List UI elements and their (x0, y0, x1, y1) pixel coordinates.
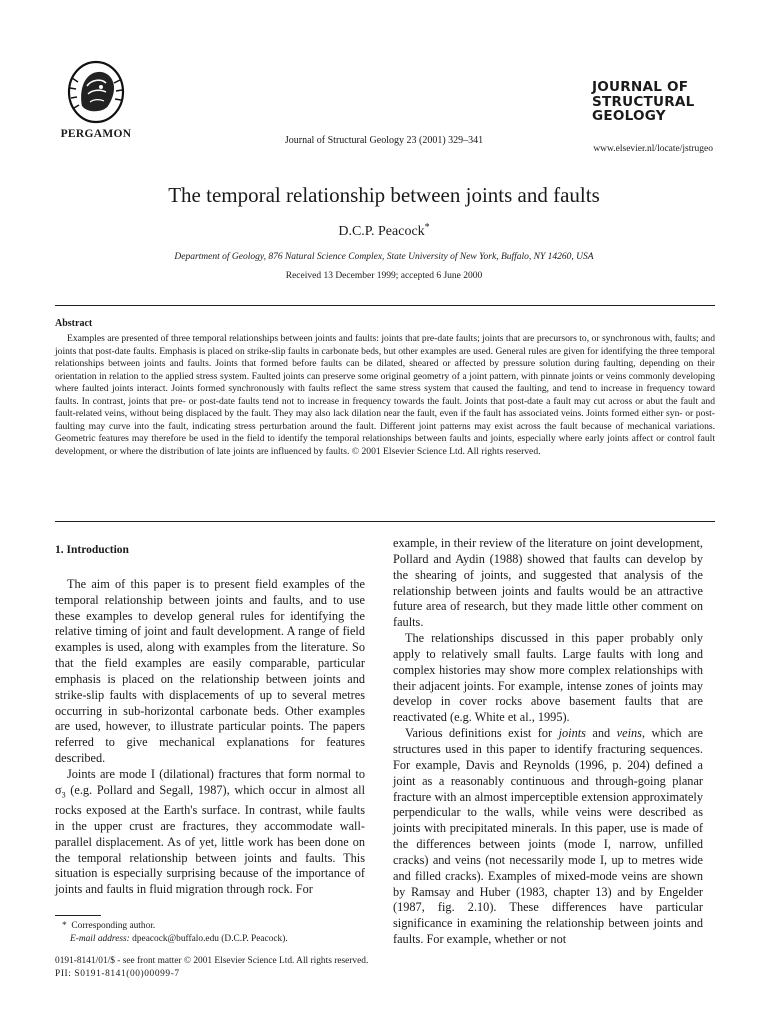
paragraph-text: , which are structures used in this paper to identify fracturing sequences. For example, Davis and Reynolds (1996, p. 204) defined a joint as a reasonably continuous and through-going planar fracture with an almost imperceptible extension approximately perpendicular to the walls, while veins were described as joints with precipitated minerals. In this paper, use is made of the differences between joints (mode I, narrow, unfilled cracks) and veins (not necessarily mode I, up to metres wide and filled cracks). Examples of mixed-mode veins are shown by Ramsay and Huber (1983, chapter 13) and by Engelder (1987, fig. 2.10). These differences have particular significance in examining the relationship between joints and faults. For example, whether or not (393, 726, 704, 947)
journal-brand (592, 80, 695, 124)
elsevier-head-icon (54, 56, 138, 128)
divider-bottom (55, 521, 715, 522)
abstract-heading: Abstract (55, 318, 93, 329)
paragraph-text: Joints are mode I (dilational) fractures that form normal to (67, 766, 365, 781)
abstract-text: Examples are presented of three temporal relationships between joints and faults: joints that pre-date faults; joints that are precursors to, or synchronous with, faults; and joints that post-date faults. Emphasis is placed on strike-slip faults in carbonate beds, but other examples are used. General rules are given for identifying the three temporal relationships between joints and faults. Joints that formed before faults can be dilated, sheared or affected by pressure solution during faulting, depending on their orientation in relation to the applied stress system. Faulted joints can preserve some original geometry of a joint pattern, with pinnate joints or veins commonly developing where faulted joints interact. Joints formed synchronously with faults reflect the same stress system that caused the faulting, and tend to increase in frequency toward faults. In contrast, joints that pre- or post-date faults tend not to increase in frequency towards the fault. Joints that post-date a fault may cut across or abut the fault and fault-related veins, without being displaced by the fault. They may also lack dilation near the fault, even if the fault has associated veins. Joints formed either syn- or post-faulting may curve into the fault, indicating stress perturbation around the fault. Different joint patterns may exist across the fault because of mechanical variations. Geometric features may therefore be used in the field to identify the temporal relationships between faults and joints, especially where early joints affect or control fault development, or where the distribution of late joints are influenced by faults. © 2001 Elsevier Science Ltd. All rights reserved. (55, 333, 715, 457)
journal-brand-line-1: JOURNAL OF (592, 79, 689, 95)
author-affiliation: Department of Geology, 876 Natural Science Complex, State University of New York, Buffalo, NY 14260, USA (174, 252, 594, 262)
footnote-rule (55, 915, 101, 916)
footnote-email (62, 933, 362, 946)
sigma-subscript: 3 (61, 790, 66, 800)
body-left-column (55, 538, 365, 898)
body-paragraph: The relationships discussed in this paper probably only apply to relatively small faults. Large faults with long and complex histories may show more complex relationships with their adjacent joints. For example, intense zones of joints may develop in cover rocks above basement faults that are reactivated (e.g. White et al., 1995). (393, 631, 703, 725)
article-title: The temporal relationship between joints and faults (168, 183, 600, 207)
journal-url-link[interactable]: www.elsevier.nl/locate/jstrugeo (593, 144, 713, 154)
footnote-corresponding (62, 920, 362, 933)
term-joints: joints (558, 726, 586, 741)
paragraph-text: and (585, 726, 617, 741)
author-name: D.C.P. Peacock (338, 224, 425, 239)
sigma-symbol: σ (55, 782, 62, 797)
issn-line: 0191-8141/01/$ - see front matter © 2001 Elsevier Science Ltd. All rights reserved. (55, 956, 369, 966)
term-veins: veins (616, 726, 642, 741)
article-author (0, 222, 768, 240)
divider-top (55, 305, 715, 306)
journal-brand-line-2: STRUCTURAL (592, 93, 695, 110)
email-label: E-mail address: (70, 933, 130, 944)
publisher-name: PERGAMON (60, 128, 132, 140)
footnote (62, 920, 362, 946)
body-paragraph: The aim of this paper is to present field examples of the temporal relationship between joints and faults, and to use these examples to develop general rules for identifying the relative timing of joint and fault development. A range of field examples is used, along with examples from the literature. So that the field examples are easily comparable, particular emphasis is placed on the relationship between joints and strike-slip faults with displacements of up to several metres occurring in sub-horizontal carbonate beds. Other examples are used, however, to illustrate particular points. The papers referred to give mechanical explanations for features described. (55, 576, 365, 766)
section-heading: 1. Introduction (55, 544, 129, 556)
body-paragraph (393, 726, 703, 948)
journal-reference: Journal of Structural Geology 23 (2001) 329–341 (284, 135, 484, 146)
footnote-label: Corresponding author. (71, 921, 156, 931)
body-paragraph (55, 767, 365, 898)
body-right-column (393, 536, 703, 948)
footnote-mark: * (62, 921, 67, 931)
email-link[interactable]: dpeacock@buffalo.edu (D.C.P. Peacock). (132, 933, 288, 944)
body-paragraph: example, in their review of the literature on joint development, Pollard and Aydin (1988) showed that faults can develop by the shearing of joints, and suggested that analysis of the relationship between joints and faults would be an attractive future area of research, but they made little other comment on faults. (393, 536, 703, 630)
paragraph-text: Various definitions exist for (405, 726, 559, 741)
pii-line: PII: S0191-8141(00)00099-7 (55, 968, 180, 979)
corresponding-author-mark[interactable]: * (424, 222, 430, 233)
journal-brand-line-3: GEOLOGY (592, 108, 666, 124)
bottom-metadata (55, 955, 368, 981)
paragraph-text: (e.g. Pollard and Segall, 1987), which occur in almost all rocks exposed at the Earth's surface. In contrast, while faults in the upper crust are fractures, they accommodate wall-parallel displacement. As of yet, little work has been done on the temporal relationship between joints and faults. This situation is especially surprising because of the importance of joints and faults in fluid migration through rock. For (55, 782, 365, 897)
received-dates: Received 13 December 1999; accepted 6 June 2000 (285, 271, 483, 281)
